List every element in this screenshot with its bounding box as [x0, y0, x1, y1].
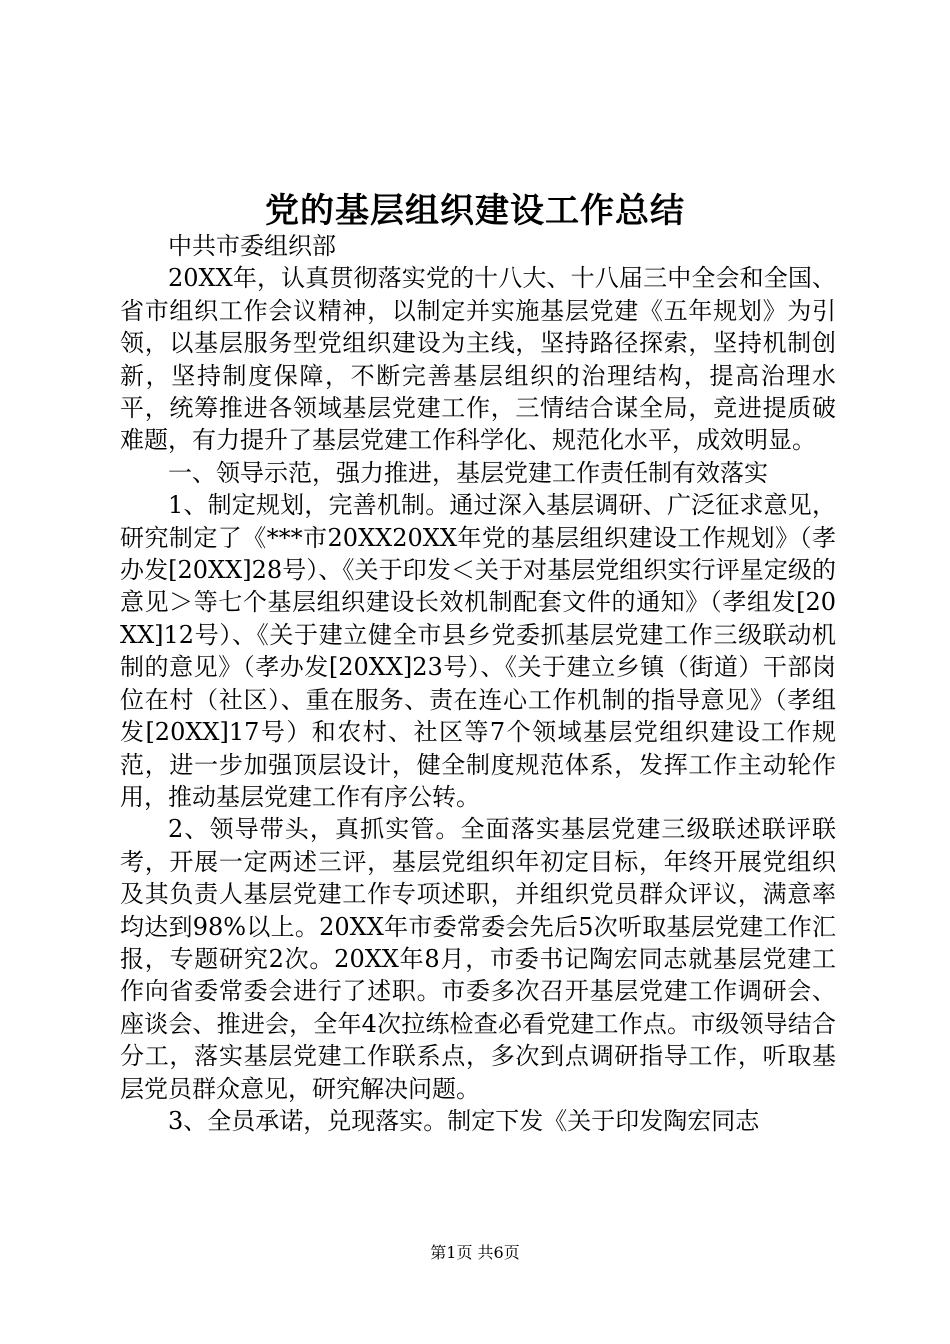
paragraph-item-3: 3、全员承诺，兑现落实。制定下发《关于印发陶宏同志	[168, 1106, 760, 1135]
document-body	[120, 230, 836, 1137]
document-title: 党的基层组织建设工作总结	[265, 191, 685, 231]
paragraph-item-2: 2、领导带头，真抓实管。全面落实基层党建三级联述联评联考，开展一定两述三评，基层党组织年初定目标，年终开展党组织及其负责人基层党建工作专项述职，并组织党员群众评议，满意率均达到98%以上。20XX年市委常委会先后5次听取基层党建工作汇报，专题研究2次。20XX年8月，市委书记陶宏同志就基层党建工作向省委常委会进行了述职。市委多次召开基层党建工作调研会、座谈会、推进会，全年4次拉练检查必看党建工作点。市级领导结合分工，落实基层党建工作联系点，多次到点调研指导工作，听取基层党员群众意见，研究解决问题。	[120, 815, 836, 1103]
page-footer: 第1页 共6页	[430, 1243, 520, 1262]
section-heading-1: 一、领导示范，强力推进，基层党建工作责任制有效落实	[168, 458, 768, 487]
paragraph-author: 中共市委组织部	[168, 232, 336, 260]
paragraph-item-1: 1、制定规划，完善机制。通过深入基层调研、广泛征求意见，研究制定了《***市20XX20XX年党的基层组织建设工作规划》（孝办发[20XX]28号）、《关于印发＜关于对基层党组织实行评星定级的意见＞等七个基层组织建设长效机制配套文件的通知》（孝组发[20XX]12号）、《关于建立健全市县乡党委抓基层党建工作三级联动机制的意见》（孝办发[20XX]23号）、《关于建立乡镇（街道）干部岗位在村（社区）、重在服务、责在连心工作机制的指导意见》（孝组发[20XX]17号）和农村、社区等7个领域基层党组织建设工作规范，进一步加强顶层设计，健全制度规范体系，发挥工作主动轮作用，推动基层党建工作有序公转。	[120, 491, 836, 811]
paragraph-intro: 20XX年，认真贯彻落实党的十八大、十八届三中全会和全国、省市组织工作会议精神，以制定并实施基层党建《五年规划》为引领，以基层服务型党组织建设为主线，坚持路径探索，坚持机制创新，坚持制度保障，不断完善基层组织的治理结构，提高治理水平，统筹推进各领域基层党建工作，三情结合谋全局，竞进提质破难题，有力提升了基层党建工作科学化、规范化水平，成效明显。	[120, 264, 836, 455]
